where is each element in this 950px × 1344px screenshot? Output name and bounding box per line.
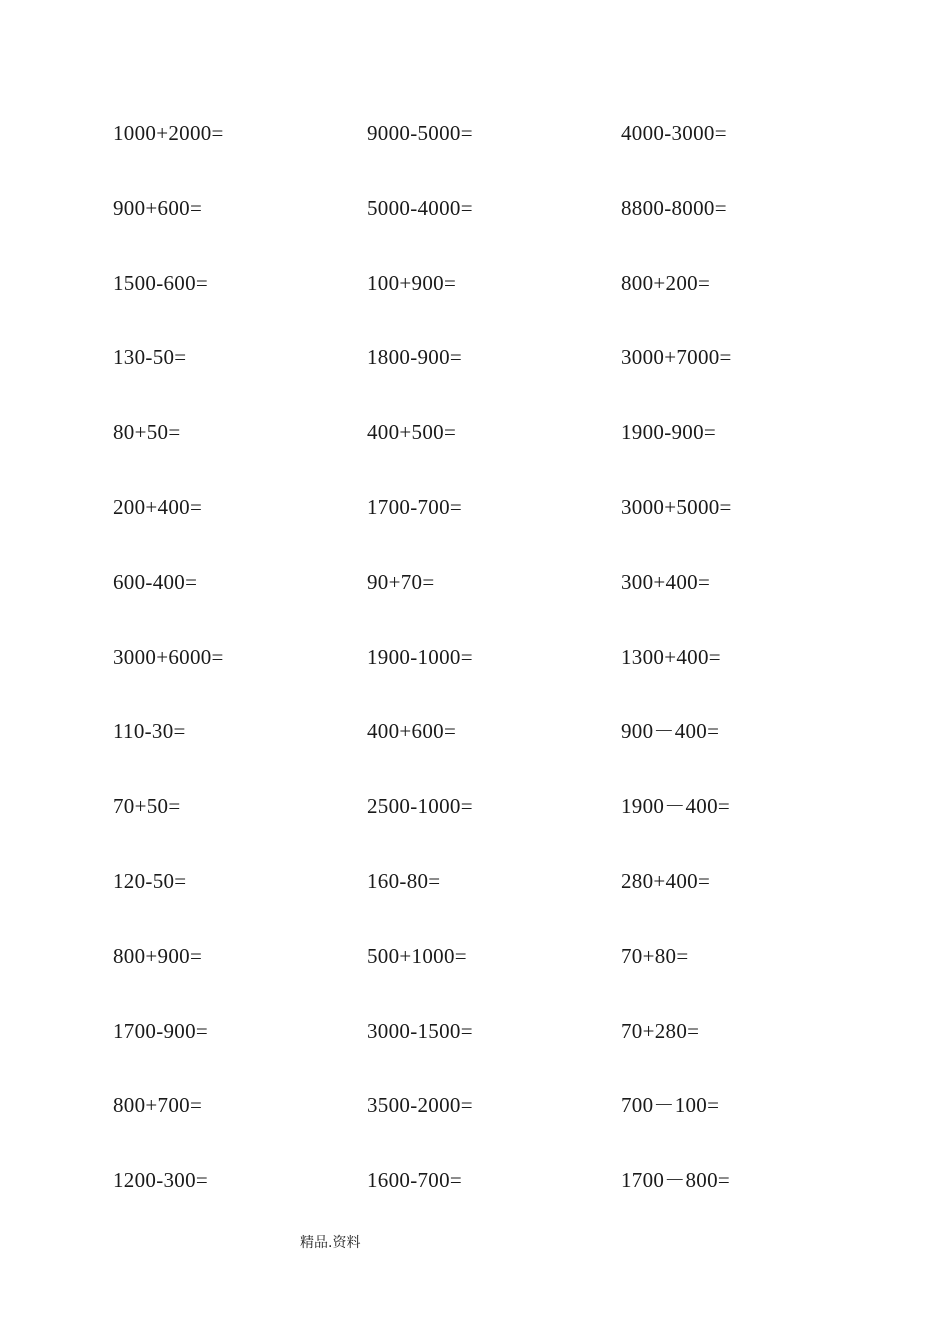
problem-item: 70+80= (621, 943, 689, 968)
problem-item: 1800-900= (367, 345, 463, 370)
problem-row (113, 565, 873, 640)
page-footer: 精品.资料 (300, 1235, 361, 1251)
problem-row (113, 191, 873, 266)
problem-item: 90+70= (367, 569, 435, 594)
problem-item: 1500-600= (113, 270, 209, 295)
problem-row (113, 714, 873, 789)
problem-item: 120-50= (113, 868, 187, 893)
problem-row (113, 266, 873, 341)
problem-item: 1700-700= (367, 494, 463, 519)
problem-item: 3000-1500= (367, 1018, 473, 1043)
problem-item: 130-50= (113, 345, 187, 370)
problem-item: 8800-8000= (621, 195, 727, 220)
problem-item: 1900－400= (621, 794, 731, 819)
problem-row (113, 1088, 873, 1163)
problem-item: 1600-700= (367, 1168, 463, 1193)
problem-row (113, 789, 873, 864)
problem-row (113, 864, 873, 939)
problem-item: 3000+7000= (621, 345, 732, 370)
problem-item: 300+400= (621, 569, 711, 594)
problem-item: 9000-5000= (367, 121, 473, 145)
problem-item: 3500-2000= (367, 1093, 473, 1118)
problem-item: 4000-3000= (621, 121, 727, 145)
problem-item: 1000+2000= (113, 121, 224, 145)
problem-item: 80+50= (113, 420, 181, 445)
problem-item: 70+280= (621, 1018, 700, 1043)
problem-item: 1900-900= (621, 420, 717, 445)
problem-grid (113, 116, 873, 1238)
problem-item: 70+50= (113, 794, 181, 819)
problem-item: 1300+400= (621, 644, 721, 669)
problem-item: 600-400= (113, 569, 198, 594)
problem-row (113, 939, 873, 1014)
problem-item: 900－400= (621, 719, 720, 744)
problem-item: 100+900= (367, 270, 457, 295)
problem-row (113, 640, 873, 715)
problem-item: 1700-900= (113, 1018, 209, 1043)
problem-item: 1900-1000= (367, 644, 473, 669)
problem-item: 3000+5000= (621, 494, 732, 519)
problem-item: 1700－800= (621, 1168, 731, 1193)
problem-item: 800+900= (113, 943, 203, 968)
problem-item: 160-80= (367, 868, 441, 893)
problem-item: 200+400= (113, 494, 203, 519)
problem-item: 280+400= (621, 868, 711, 893)
problem-row (113, 1163, 873, 1238)
problem-item: 1200-300= (113, 1168, 209, 1193)
problem-row (113, 340, 873, 415)
problem-row (113, 490, 873, 565)
problem-item: 2500-1000= (367, 794, 473, 819)
problem-item: 5000-4000= (367, 195, 473, 220)
problem-row (113, 415, 873, 490)
problem-item: 800+200= (621, 270, 711, 295)
problem-item: 3000+6000= (113, 644, 224, 669)
problem-item: 500+1000= (367, 943, 467, 968)
problem-item: 700－100= (621, 1093, 720, 1118)
problem-row (113, 116, 873, 191)
problem-item: 900+600= (113, 195, 203, 220)
problem-item: 400+500= (367, 420, 457, 445)
problem-item: 110-30= (113, 719, 186, 744)
problem-item: 800+700= (113, 1093, 203, 1118)
problem-item: 400+600= (367, 719, 457, 744)
problem-row (113, 1014, 873, 1089)
